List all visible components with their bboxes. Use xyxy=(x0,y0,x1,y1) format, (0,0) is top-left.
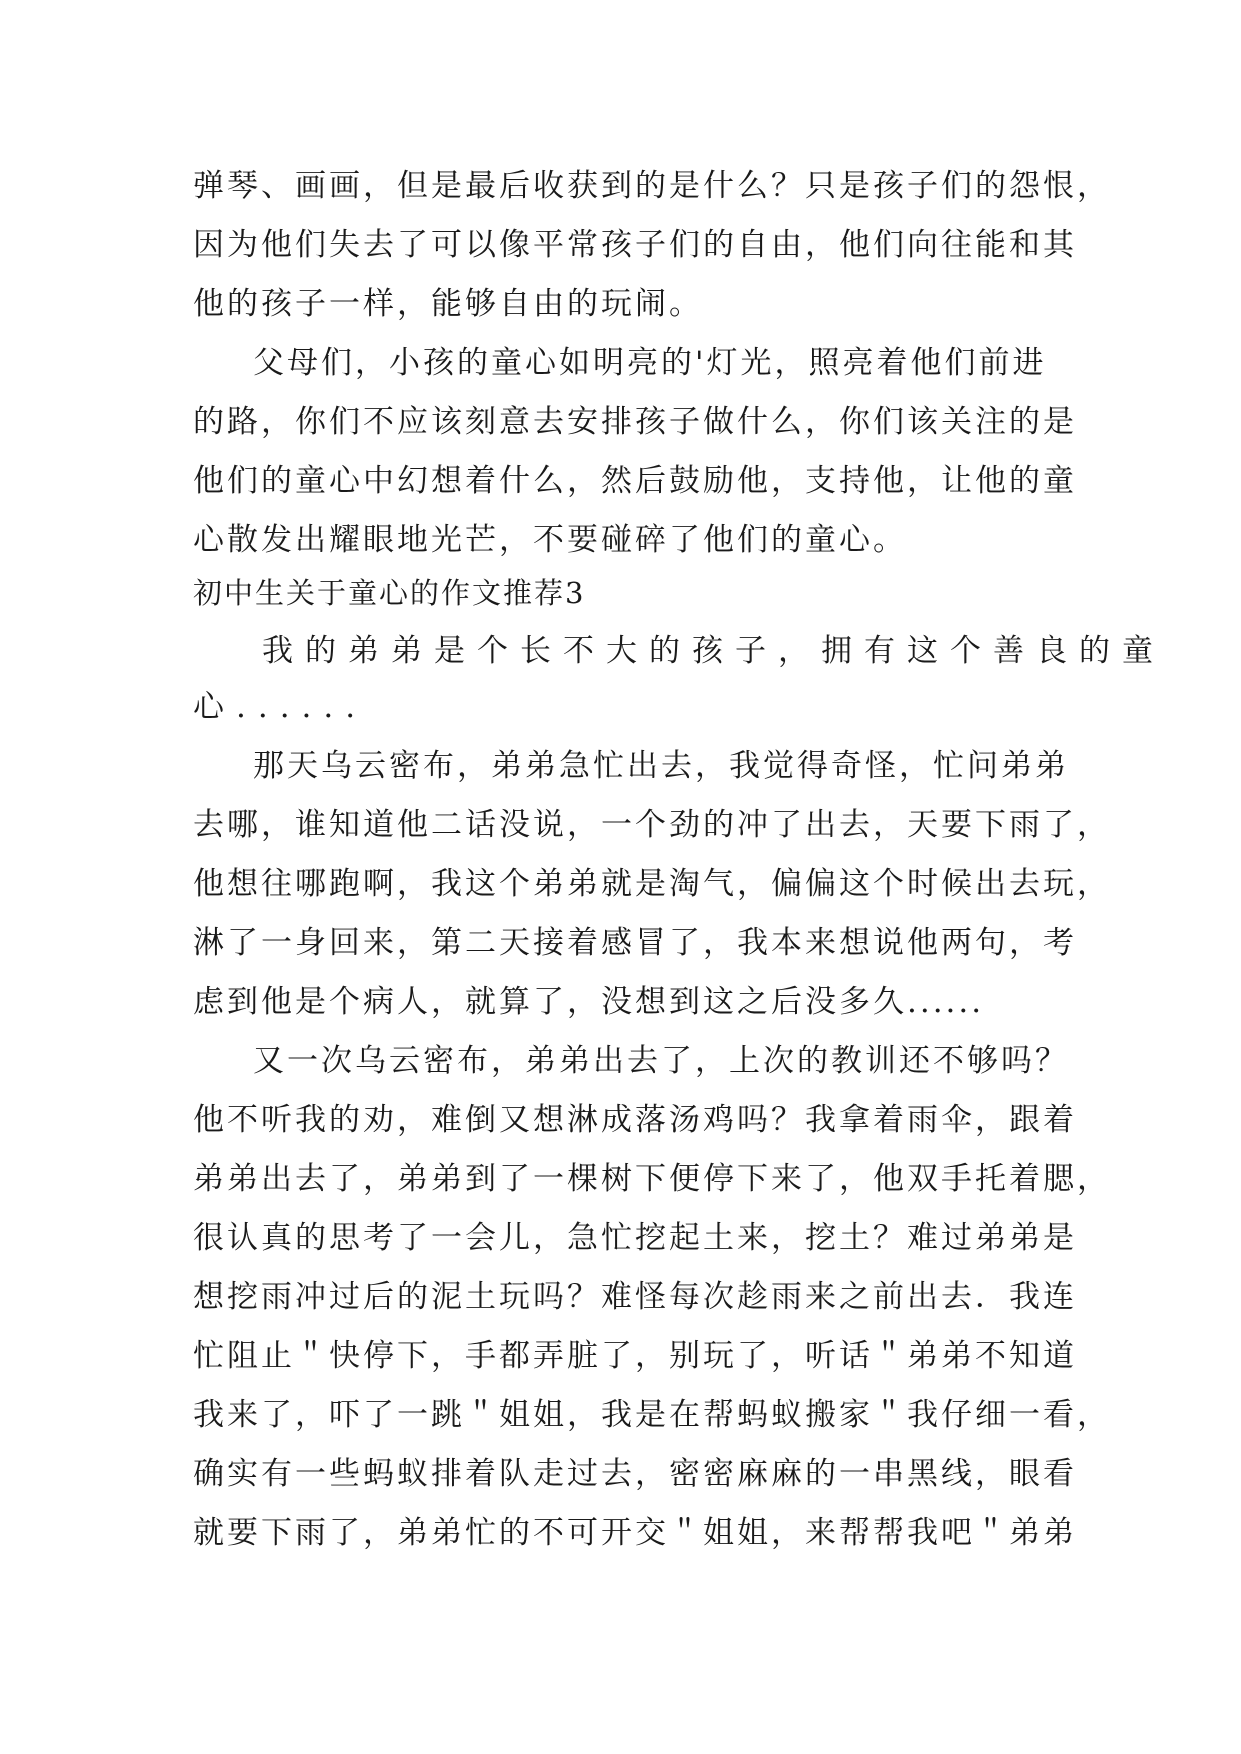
text-line: 他不听我的劝，难倒又想淋成落汤鸡吗？我拿着雨伞，跟着 xyxy=(193,1102,1077,1138)
text-line: 忙阻止＂快停下，手都弄脏了，别玩了，听话＂弟弟不知道 xyxy=(193,1338,1077,1374)
text-line: 的路，你们不应该刻意去安排孩子做什么，你们该关注的是 xyxy=(193,404,1077,440)
text-line: 他想往哪跑啊，我这个弟弟就是淘气，偏偏这个时候出去玩， xyxy=(193,866,1111,902)
text-line: 弹琴、画画，但是最后收获到的是什么？只是孩子们的怨恨， xyxy=(193,168,1111,204)
text-line: 去哪，谁知道他二话没说，一个劲的冲了出去，天要下雨了， xyxy=(193,807,1111,843)
text-line: 很认真的思考了一会儿，急忙挖起土来，挖土？难过弟弟是 xyxy=(193,1220,1077,1256)
text-line: 又一次乌云密布，弟弟出去了，上次的教训还不够吗？ xyxy=(253,1043,1069,1079)
text-line: 他的孩子一样，能够自由的玩闹。 xyxy=(193,286,703,322)
text-line: 确实有一些蚂蚁排着队走过去，密密麻麻的一串黑线，眼看 xyxy=(193,1456,1077,1492)
text-line: 那天乌云密布，弟弟急忙出去，我觉得奇怪，忙问弟弟 xyxy=(253,748,1069,784)
text-line: 我的弟弟是个长不大的孩子，拥有这个善良的童 xyxy=(262,633,1165,669)
text-line: 就要下雨了，弟弟忙的不可开交＂姐姐，来帮帮我吧＂弟弟 xyxy=(193,1515,1077,1551)
text-line: 他们的童心中幻想着什么，然后鼓励他，支持他，让他的童 xyxy=(193,463,1077,499)
text-line: 心散发出耀眼地光芒，不要碰碎了他们的童心。 xyxy=(193,522,907,558)
section-title: 初中生关于童心的作文推荐3 xyxy=(193,576,586,610)
text-line: 父母们，小孩的童心如明亮的'灯光，照亮着他们前进 xyxy=(253,345,1047,381)
text-line: 我来了，吓了一跳＂姐姐，我是在帮蚂蚁搬家＂我仔细一看， xyxy=(193,1397,1111,1433)
text-line: 淋了一身回来，第二天接着感冒了，我本来想说他两句，考 xyxy=(193,925,1077,961)
text-line: 弟弟出去了，弟弟到了一棵树下便停下来了，他双手托着腮， xyxy=(193,1161,1111,1197)
text-line: 心...... xyxy=(193,689,368,725)
text-line: 虑到他是个病人，就算了，没想到这之后没多久...... xyxy=(193,984,985,1020)
text-line: 因为他们失去了可以像平常孩子们的自由，他们向往能和其 xyxy=(193,227,1077,263)
text-line: 想挖雨冲过后的泥土玩吗？难怪每次趁雨来之前出去．我连 xyxy=(193,1279,1077,1315)
